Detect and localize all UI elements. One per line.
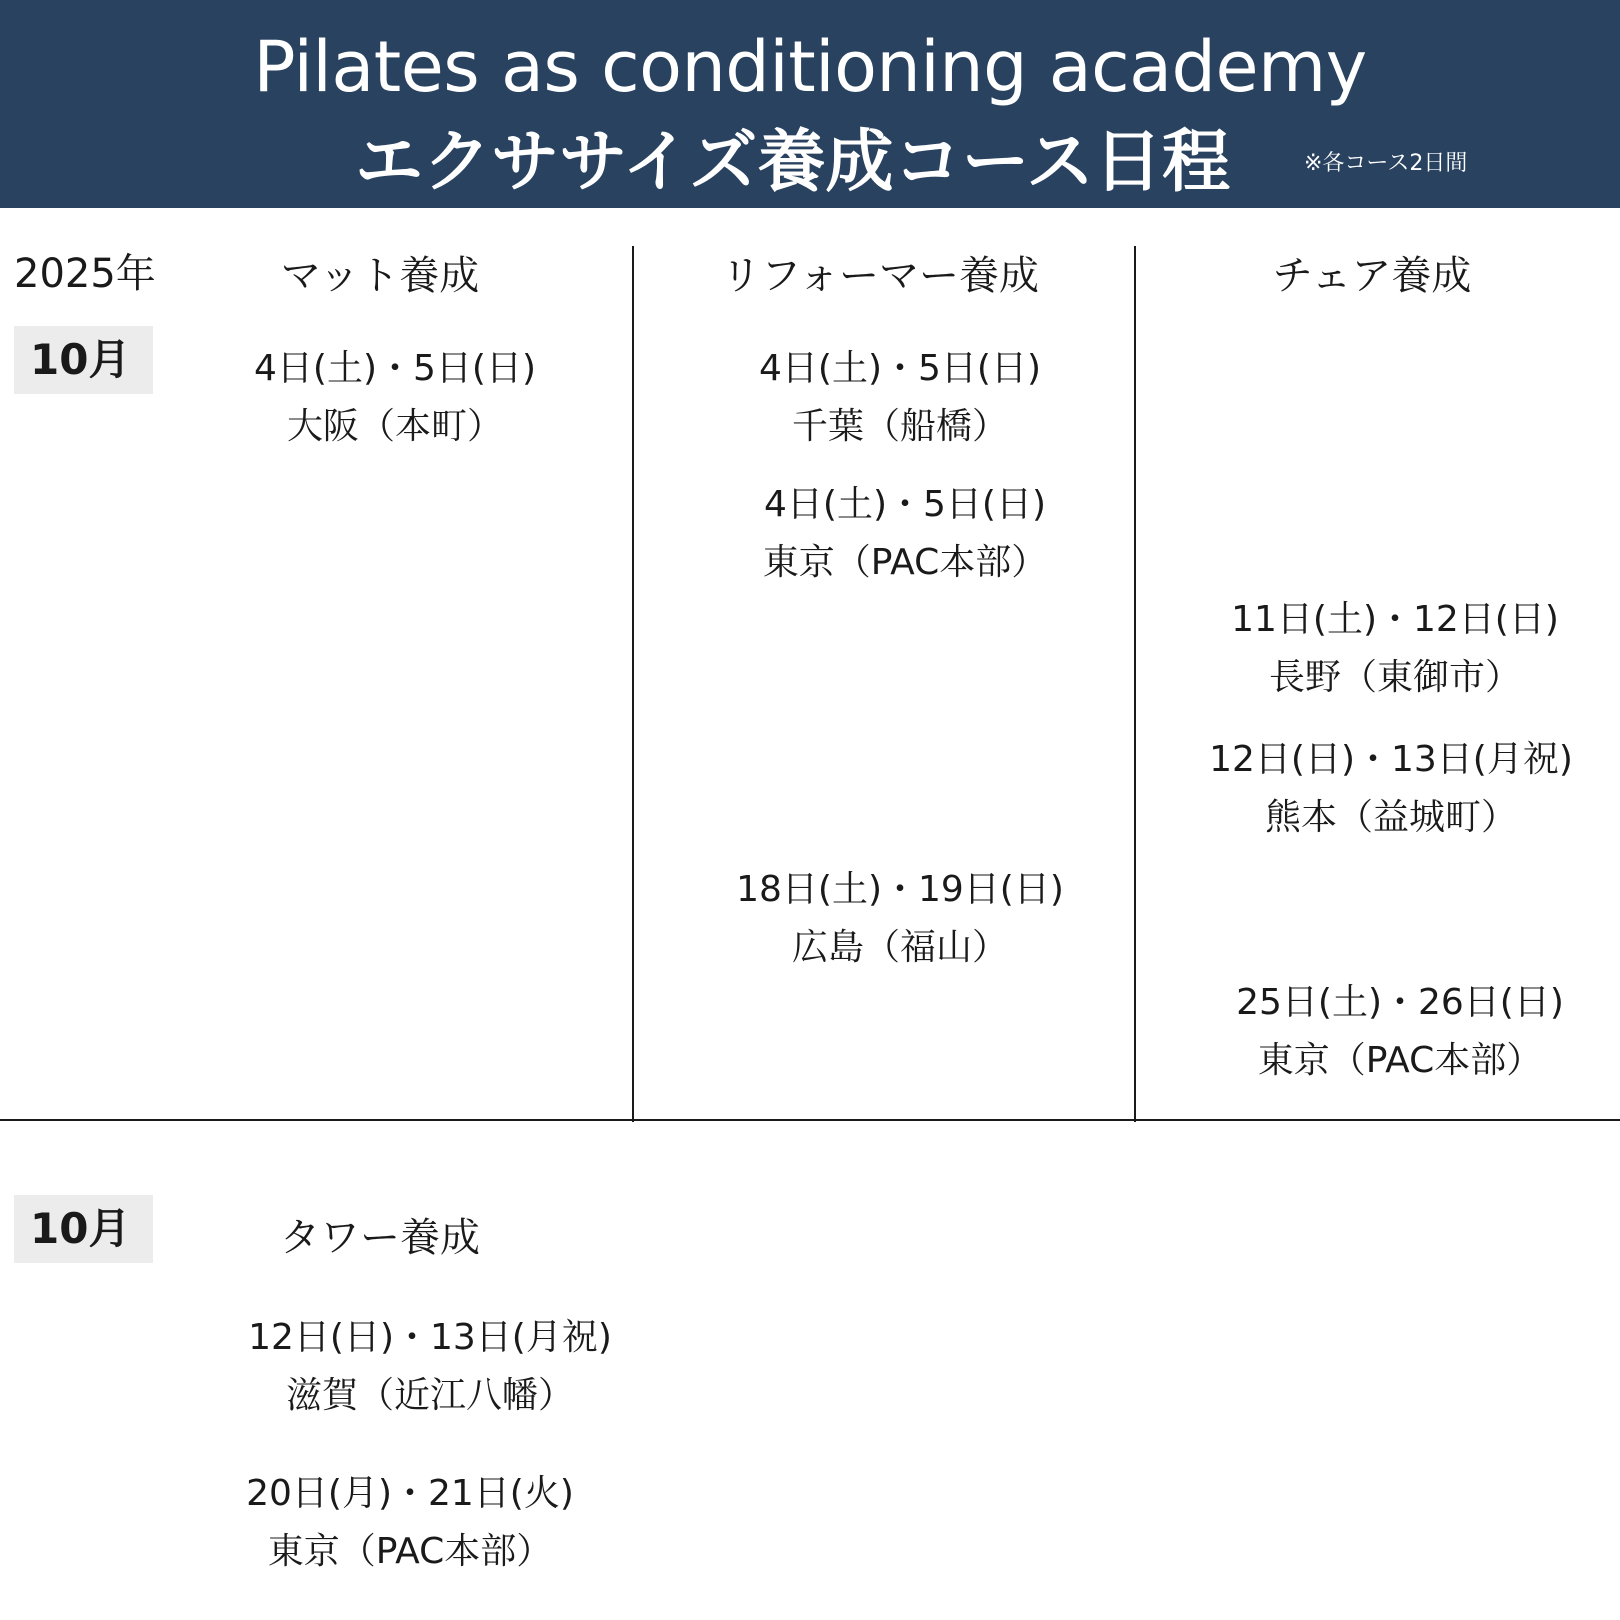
month-badge: 10月 xyxy=(14,326,153,394)
entry-date: 4日(土)・5日(日) xyxy=(764,484,1046,525)
schedule-entry-chair-1 xyxy=(1190,591,1600,707)
entry-place: 滋賀（近江八幡） xyxy=(285,1375,574,1416)
schedule-entry-reformer-1 xyxy=(700,340,1100,456)
title-note: ※各コース2日間 xyxy=(1304,151,1468,176)
year-label: 2025年 xyxy=(14,251,156,297)
section-divider xyxy=(0,1119,1620,1121)
entry-place: 東京（PAC本部） xyxy=(267,1531,553,1572)
schedule-entry-chair-3 xyxy=(1190,974,1610,1090)
column-divider xyxy=(1134,246,1136,1122)
schedule-entry-reformer-3 xyxy=(700,861,1100,977)
entry-date: 11日(土)・12日(日) xyxy=(1231,599,1559,640)
entry-place: 熊本（益城町） xyxy=(1264,797,1517,838)
month-badge: 10月 xyxy=(14,1195,153,1263)
column-header-reformer: リフォーマー養成 xyxy=(721,253,1039,299)
title-japanese: エクササイズ養成コース日程 xyxy=(355,123,1231,202)
title-english: Pilates as conditioning academy xyxy=(253,26,1367,108)
column-header-tower: タワー養成 xyxy=(280,1215,480,1261)
entry-place: 広島（福山） xyxy=(791,927,1008,968)
schedule-entry-reformer-2 xyxy=(700,476,1110,592)
entry-date: 12日(日)・13日(月祝) xyxy=(1209,739,1573,780)
entry-date: 12日(日)・13日(月祝) xyxy=(248,1317,612,1358)
entry-place: 長野（東御市） xyxy=(1268,657,1521,698)
schedule-entry-mat-1 xyxy=(210,340,580,456)
entry-place: 東京（PAC本部） xyxy=(1257,1040,1543,1081)
schedule-entry-chair-2 xyxy=(1176,731,1606,847)
entry-date: 18日(土)・19日(日) xyxy=(736,869,1064,910)
entry-date: 20日(月)・21日(火) xyxy=(246,1473,574,1514)
header-banner xyxy=(0,0,1620,208)
schedule-entry-tower-1 xyxy=(210,1309,650,1425)
entry-place: 大阪（本町） xyxy=(286,406,503,447)
column-header-chair: チェア養成 xyxy=(1272,253,1472,299)
entry-place: 千葉（船橋） xyxy=(791,406,1008,447)
schedule-entry-tower-2 xyxy=(210,1465,610,1581)
column-header-mat: マット養成 xyxy=(280,253,480,299)
column-divider xyxy=(632,246,634,1122)
entry-date: 4日(土)・5日(日) xyxy=(254,348,536,389)
entry-date: 25日(土)・26日(日) xyxy=(1236,982,1564,1023)
entry-place: 東京（PAC本部） xyxy=(762,542,1048,583)
entry-date: 4日(土)・5日(日) xyxy=(759,348,1041,389)
